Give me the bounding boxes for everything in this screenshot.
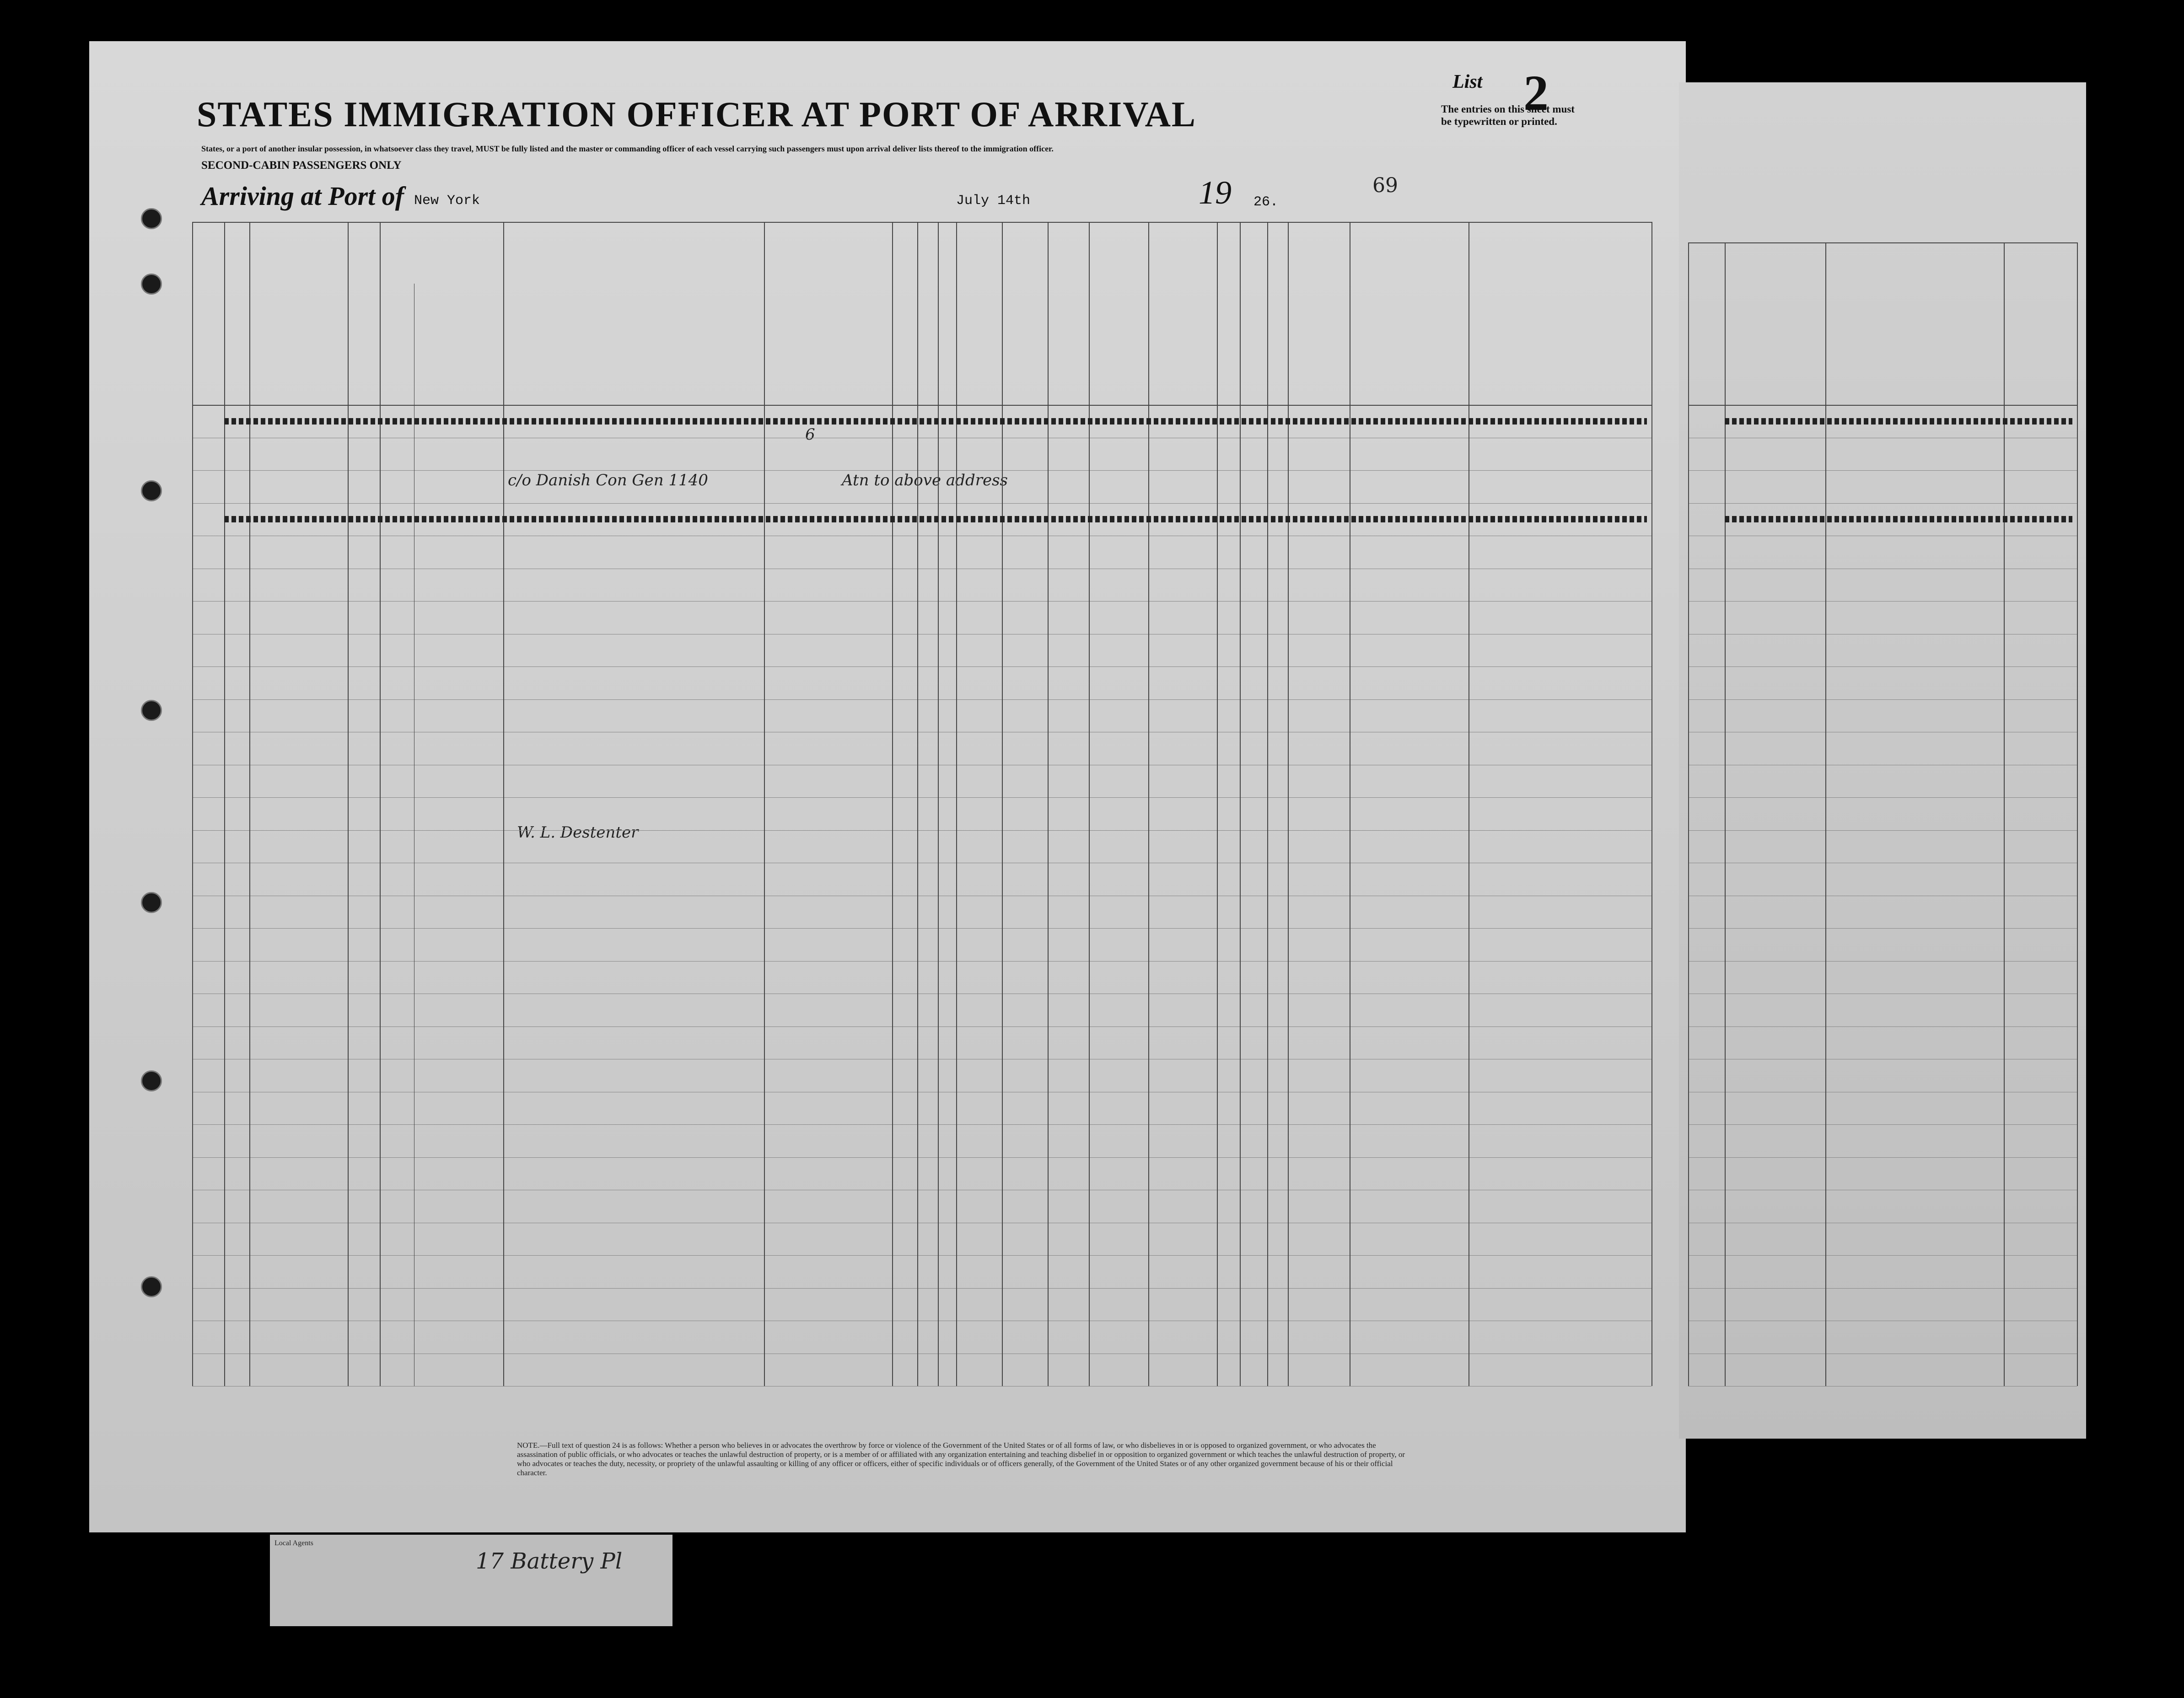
list-number: 2 bbox=[1523, 65, 1549, 121]
visa-sheet bbox=[1679, 82, 2086, 1439]
grid-line bbox=[192, 699, 1651, 700]
handwritten-purpose: 6 bbox=[805, 425, 815, 444]
grid-line bbox=[192, 503, 1651, 504]
grid-line bbox=[956, 222, 957, 1386]
grid-line bbox=[1288, 222, 1289, 1386]
grid-line bbox=[1048, 222, 1049, 1386]
binder-hole bbox=[141, 700, 162, 721]
struck-out-row bbox=[1725, 516, 2072, 522]
grid-line bbox=[192, 830, 1651, 831]
grid-line bbox=[1688, 503, 2077, 504]
footer-note: NOTE.—Full text of question 24 is as follows: Whether a person who believes in or advocates the overthrow by force or violence of the Government of the United States or of all forms of law, or who disbelieves in or is opposed to organized government, or who advocates the assassination of public officials, or who advocates or teaches the unlawful destruction of property, or is a member of or affiliated with any organization entertaining and teaching disbelief in or opposition to organized government or which teaches the unlawful destruction of property, or who advocates or teaches the duty, necessity, or propriety of the unlawful assaulting or killing of any officer or officers, either of specific individuals or of officers generally, of the Government of the United States or of any other organized government because of his or their official character. bbox=[517, 1441, 1405, 1477]
grid-line bbox=[1267, 222, 1268, 1386]
grid-line bbox=[1725, 242, 1726, 1386]
grid-line bbox=[1688, 405, 2077, 406]
grid-line bbox=[192, 1157, 1651, 1158]
grid-line bbox=[938, 222, 939, 1386]
binder-hole bbox=[141, 480, 162, 501]
grid-line bbox=[2077, 242, 2078, 1386]
grid-line bbox=[1002, 222, 1003, 1386]
grid-line bbox=[348, 222, 349, 1386]
page-number: 69 bbox=[1372, 174, 1398, 197]
grid-line bbox=[224, 222, 225, 1386]
form-title: STATES IMMIGRATION OFFICER AT PORT OF ARRIVAL bbox=[197, 94, 1196, 134]
grid-line bbox=[1688, 928, 2077, 929]
grid-line bbox=[764, 222, 765, 1386]
year-suffix: 26. bbox=[1253, 194, 1279, 210]
list-box bbox=[1441, 64, 1656, 137]
grid-line bbox=[192, 601, 1651, 602]
binder-hole bbox=[141, 1276, 162, 1297]
grid-line bbox=[192, 797, 1651, 798]
grid-line bbox=[1688, 1026, 2077, 1027]
grid-line bbox=[1217, 222, 1218, 1386]
grid-line bbox=[192, 928, 1651, 929]
handwritten-address: Atn to above address bbox=[842, 471, 1008, 489]
form-instruction: States, or a port of another insular possession, in whatsoever class they travel, MUST be fully listed and the master or commanding officer of each vessel carrying such passengers must upon arrival deliver lists thereof to the immigration officer. bbox=[201, 144, 1054, 153]
binder-hole bbox=[141, 208, 162, 229]
grid-line bbox=[1688, 1157, 2077, 1158]
grid-line bbox=[192, 222, 1651, 223]
struck-out-row bbox=[224, 516, 1647, 522]
grid-line bbox=[1688, 1124, 2077, 1125]
manifest-sheet bbox=[89, 41, 1686, 1532]
grid-line bbox=[1688, 1288, 2077, 1289]
handwritten-note: c/o Danish Con Gen 1140 bbox=[508, 471, 708, 489]
year-prefix: 19 bbox=[1199, 174, 1232, 211]
grid-line bbox=[192, 1124, 1651, 1125]
handwritten-name: W. L. Destenter bbox=[517, 823, 639, 842]
grid-line bbox=[503, 222, 504, 1386]
attached-slip bbox=[270, 1535, 672, 1626]
grid-line bbox=[1688, 601, 2077, 602]
grid-line bbox=[2004, 242, 2005, 1386]
list-note bbox=[1441, 103, 1575, 128]
struck-out-row bbox=[1725, 418, 2072, 424]
slip-label: Local Agents bbox=[274, 1539, 313, 1547]
slip-handwriting: 17 Battery Pl bbox=[476, 1548, 623, 1574]
date-value: July 14th bbox=[956, 193, 1031, 209]
grid-line bbox=[1688, 961, 2077, 962]
grid-line bbox=[1688, 699, 2077, 700]
arriving-label: Arriving at Port of bbox=[201, 181, 404, 211]
grid-line bbox=[1688, 1255, 2077, 1256]
list-note-line2: be typewritten or printed. bbox=[1441, 116, 1557, 127]
binder-hole bbox=[141, 274, 162, 295]
grid-line bbox=[192, 222, 193, 1386]
grid-line bbox=[380, 222, 381, 1386]
grid-line bbox=[1148, 222, 1149, 1386]
grid-line bbox=[1688, 830, 2077, 831]
grid-line bbox=[1688, 242, 2077, 243]
grid-line bbox=[192, 470, 1651, 471]
grid-line bbox=[192, 1255, 1651, 1256]
list-label: List bbox=[1452, 71, 1483, 92]
grid-line bbox=[192, 1288, 1651, 1289]
grid-line bbox=[1651, 222, 1652, 1386]
grid-line bbox=[1240, 222, 1241, 1386]
grid-line bbox=[192, 961, 1651, 962]
grid-line bbox=[1825, 242, 1826, 1386]
struck-out-row bbox=[224, 418, 1647, 424]
form-class: SECOND-CABIN PASSENGERS ONLY bbox=[201, 159, 402, 172]
grid-line bbox=[1089, 222, 1090, 1386]
binder-hole bbox=[141, 892, 162, 913]
list-note-line1: The entries on this sheet must bbox=[1441, 103, 1575, 115]
binder-hole bbox=[141, 1070, 162, 1091]
port-value: New York bbox=[414, 193, 480, 209]
grid-line bbox=[892, 222, 893, 1386]
grid-line bbox=[192, 405, 1651, 406]
grid-line bbox=[1688, 470, 2077, 471]
grid-line bbox=[1688, 797, 2077, 798]
grid-line bbox=[249, 222, 250, 1386]
grid-line bbox=[192, 666, 1651, 667]
grid-line bbox=[1688, 666, 2077, 667]
grid-line bbox=[192, 1026, 1651, 1027]
grid-line bbox=[917, 222, 918, 1386]
grid-line bbox=[1688, 242, 1689, 1386]
